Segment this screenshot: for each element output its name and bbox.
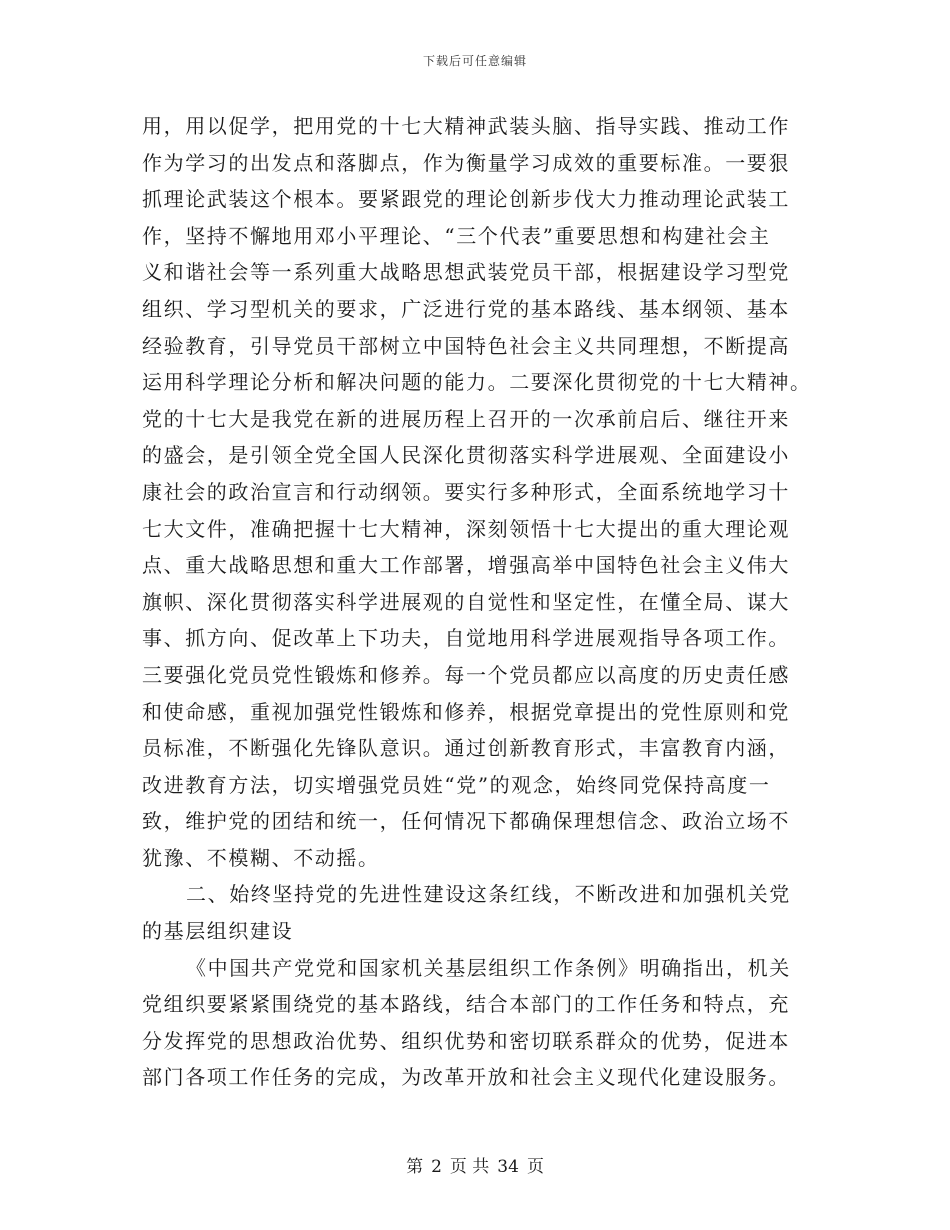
text-line: 三要强化党员党性锻炼和修养。每一个党员都应以高度的历史责任感 bbox=[142, 662, 790, 687]
text-line: 和使命感，重视加强党性锻炼和修养，根据党章提出的党性原则和党 bbox=[142, 699, 790, 724]
text-line: 的盛会，是引领全党全国人民深化贯彻落实科学进展观、全面建设小 bbox=[142, 443, 790, 468]
page-total: 34 bbox=[497, 1157, 519, 1177]
text-line: 旗帜、深化贯彻落实科学进展观的自觉性和坚定性，在懂全局、谋大 bbox=[142, 589, 790, 614]
text-line: 运用科学理论分析和解决问题的能力。二要深化贯彻党的十七大精神。 bbox=[142, 370, 812, 395]
text-line: 七大文件，准确把握十七大精神，深刻领悟十七大提出的重大理论观 bbox=[142, 516, 790, 541]
text-line: 用，用以促学，把用党的十七大精神武装头脑、指导实践、推动工作 bbox=[142, 114, 790, 138]
text-line: 部门各项工作任务的完成，为改革开放和社会主义现代化建设服务。 bbox=[142, 1065, 790, 1090]
text-line: 党组织要紧紧围绕党的基本路线，结合本部门的工作任务和特点，充 bbox=[142, 992, 790, 1017]
footer-middle: 页 共 bbox=[449, 1157, 490, 1177]
text-line: 组织、学习型机关的要求，广泛进行党的基本路线、基本纲领、基本 bbox=[142, 296, 790, 321]
text-line: 点、重大战略思想和重大工作部署，增强高举中国特色社会主义伟大 bbox=[142, 553, 790, 578]
footer-prefix: 第 bbox=[406, 1157, 424, 1177]
text-line: 义和谐社会等一系列重大战略思想武装党员干部，根据建设学习型党 bbox=[142, 260, 790, 285]
document-body bbox=[142, 108, 822, 1096]
text-line: 作为学习的出发点和落脚点，作为衡量学习成效的重要标准。一要狠 bbox=[142, 150, 790, 175]
page-footer bbox=[0, 1152, 950, 1177]
text-line: 经验教育，引导党员干部树立中国特色社会主义共同理想，不断提高 bbox=[142, 333, 790, 358]
page-header: 下载后可任意编辑 bbox=[422, 54, 527, 68]
text-line: 抓理论武装这个根本。要紧跟党的理论创新步伐大力推动理论武装工 bbox=[142, 187, 790, 212]
text-line: 事、抓方向、促改革上下功夫，自觉地用科学进展观指导各项工作。 bbox=[142, 626, 790, 651]
text-line: 致，维护党的团结和统一，任何情况下都确保理想信念、政治立场不 bbox=[142, 809, 790, 834]
text-line: 犹豫、不模糊、不动摇。 bbox=[142, 845, 380, 870]
page-number: 2 bbox=[431, 1157, 442, 1177]
text-line: 作，坚持不懈地用邓小平理论、“三个代表”重要思想和构建社会主 bbox=[142, 223, 771, 248]
text-line: 分发挥党的思想政治优势、组织优势和密切联系群众的优势，促进本 bbox=[142, 1028, 790, 1053]
text-line: 党的十七大是我党在新的进展历程上召开的一次承前启后、继往开来 bbox=[142, 406, 790, 431]
text-line: 康社会的政治宣言和行动纲领。要实行多种形式，全面系统地学习十 bbox=[142, 479, 790, 504]
section-heading-line: 的基层组织建设 bbox=[142, 919, 294, 944]
text-line: 员标准，不断强化先锋队意识。通过创新教育形式，丰富教育内涵， bbox=[142, 736, 790, 761]
section-heading-line: 二、始终坚持党的先进性建设这条红线，不断改进和加强机关党 bbox=[186, 882, 791, 907]
text-line: 改进教育方法，切实增强党员姓“党”的观念，始终同党保持高度一 bbox=[142, 772, 771, 797]
text-line: 《中国共产党党和国家机关基层组织工作条例》明确指出，机关 bbox=[186, 955, 791, 980]
footer-suffix: 页 bbox=[526, 1157, 544, 1177]
